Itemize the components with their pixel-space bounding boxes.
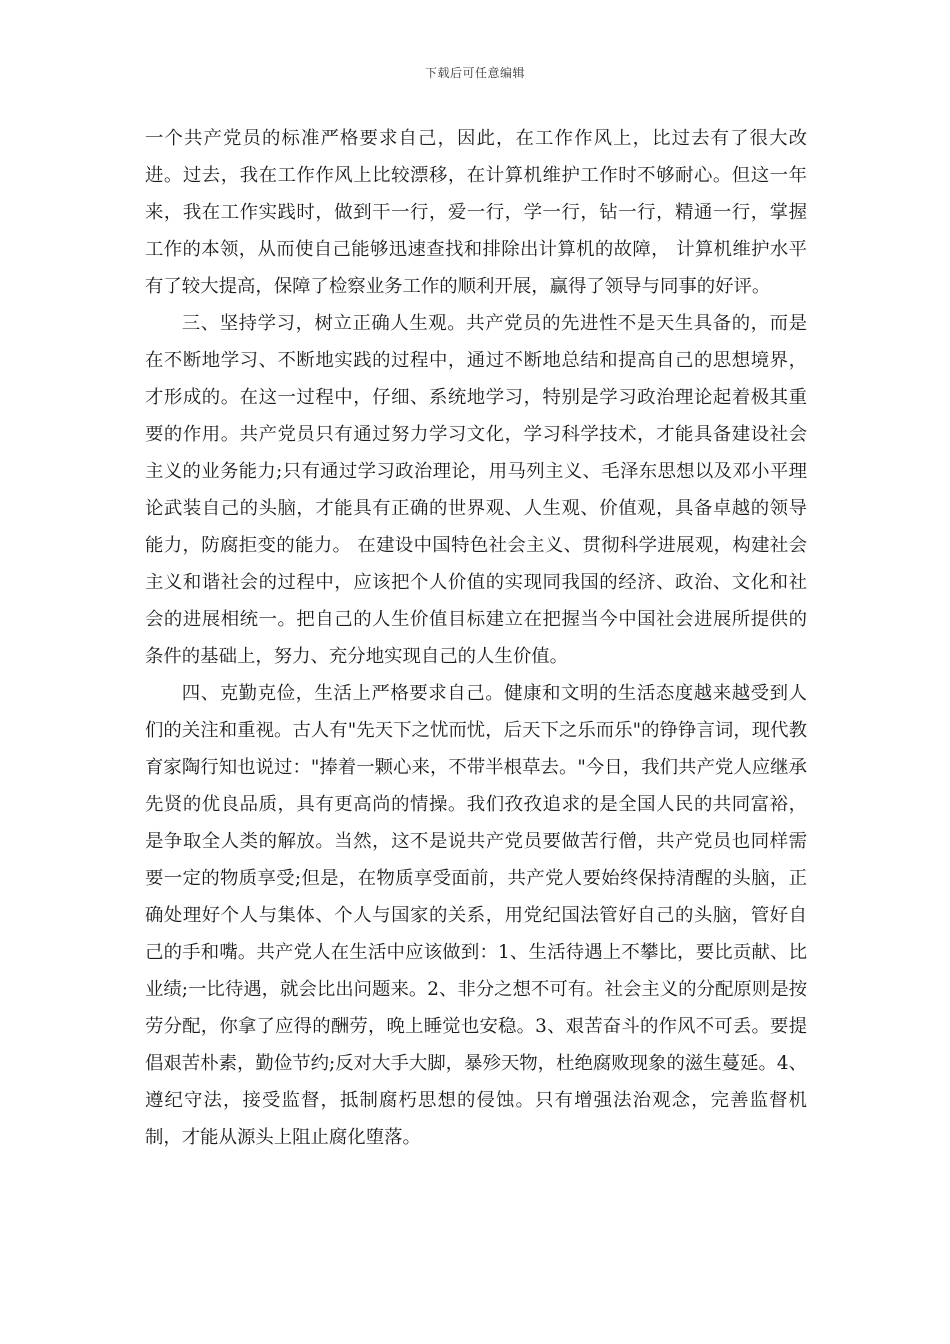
paragraph-study: 三、坚持学习，树立正确人生观。共产党员的先进性不是天生具备的，而是在不断地学习、不断地实践的过程中，通过不断地总结和提高自己的思想境界，才形成的。在这一过程中，仔细、系统地学习，特别是学习政治理论起着极其重要的作用。共产党员只有通过努力学习文化，学习科学技术，才能具备建设社会主义的业务能力;只有通过学习政治理论，用马列主义、毛泽东思想以及邓小平理论武装自己的头脑，才能具有正确的世界观、人生观、价值观，具备卓越的领导能力，防腐拒变的能力。 在建设中国特色社会主义、贯彻科学进展观，构建社会主义和谐社会的过程中，应该把个人价值的实现同我国的经济、政治、文化和社会的进展相统一。把自己的人生价值目标建立在把握当今中国社会进展所提供的条件的基础上，努力、充分地实现自己的人生价值。 bbox=[145, 313, 807, 667]
page-header: 下载后可任意编辑 bbox=[424, 66, 525, 80]
paragraph-work-style: 一个共产党员的标准严格要求自己，因此，在工作作风上，比过去有了很大改进。过去，我在工作作风上比较漂移，在计算机维护工作时不够耐心。但这一年来，我在工作实践时，做到干一行，爱一行，学一行，钻一行，精通一行，掌握工作的本领，从而使自己能够迅速查找和排除出计算机的故障， 计算机维护水平有了较大提高，保障了检察业务工作的顺利开展，赢得了领导与同事的好评。 bbox=[145, 128, 807, 297]
paragraph-frugality: 四、克勤克俭，生活上严格要求自己。健康和文明的生活态度越来越受到人们的关注和重视。古人有"先天下之忧而忧，后天下之乐而乐"的铮铮言词，现代教育家陶行知也说过："捧着一颗心来，不带半根草去。"今日，我们共产党人应继承先贤的优良品质，具有更高尚的情操。我们孜孜追求的是全国人民的共同富裕，是争取全人类的解放。当然，这不是说共产党员要做苦行僧，共产党员也同样需要一定的物质享受;但是，在物质享受面前，共产党人要始终保持清醒的头脑，正确处理好个人与集体、个人与国家的关系，用党纪国法管好自己的头脑，管好自己的手和嘴。共产党人在生活中应该做到：1、生活待遇上不攀比，要比贡献、比业绩;一比待遇，就会比出问题来。2、非分之想不可有。社会主义的分配原则是按劳分配，你拿了应得的酬劳，晚上睡觉也安稳。3、艰苦奋斗的作风不可丢。要提倡艰苦朴素，勤俭节约;反对大手大脚，暴殄天物，杜绝腐败现象的滋生蔓延。4、遵纪守法，接受监督，抵制腐朽思想的侵蚀。只有增强法治观念，完善监督机制，才能从源头上阻止腐化堕落。 bbox=[145, 683, 807, 1148]
document-body bbox=[145, 120, 807, 1156]
